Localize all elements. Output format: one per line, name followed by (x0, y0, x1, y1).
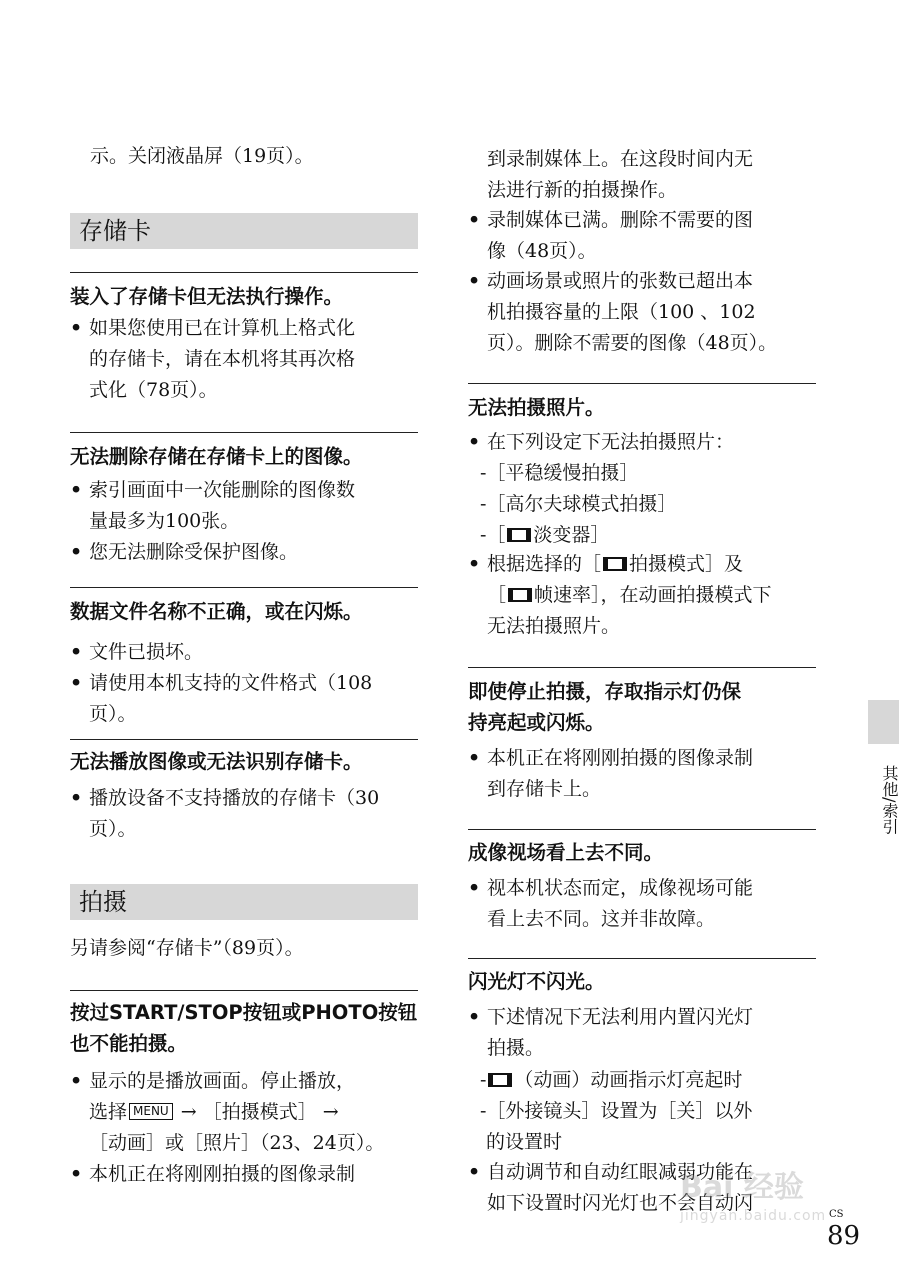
dash-item: -［高尔夫球模式拍摄］ (480, 493, 677, 515)
movie-film-icon (507, 527, 531, 543)
bullet-line: ［动画］或［照片］（23、24页）。 (89, 1132, 385, 1154)
section-title: 存储卡 (79, 217, 151, 245)
text-fragment: 淡变器］ (533, 524, 610, 546)
bullet-dot: • (70, 672, 83, 694)
bullet-dot: • (70, 641, 83, 663)
title-line: 按过START/STOP按钮或PHOTO按钮 (70, 1001, 418, 1024)
text-fragment: ［ (487, 584, 507, 606)
bullet-line: 页）。 (89, 703, 137, 725)
dash-item (480, 520, 609, 551)
bullet-dot: • (70, 1070, 83, 1092)
bullet-line: 量最多为100张。 (89, 510, 240, 532)
bullet-item (468, 743, 753, 805)
bullet-item (70, 1066, 384, 1159)
bullet-dot: • (468, 877, 481, 899)
bullet-line: 页）。删除不需要的图像（48页）。 (487, 332, 778, 354)
bullet-line: 显示的是播放画面。停止播放， (89, 1070, 356, 1092)
text-fragment: 拍摄模式］及 (629, 553, 744, 575)
bullet-line: 视本机状态而定，成像视场可能 (487, 877, 754, 899)
question-title: 成像视场看上去不同。 (468, 841, 664, 864)
dash-item (480, 1065, 742, 1096)
watermark (680, 1170, 826, 1226)
menu-button-icon: MENU (129, 1103, 173, 1120)
watermark-logo-text: Bai 经验 (680, 1170, 804, 1205)
text-fragment: 帧速率］，在动画拍摄模式下 (534, 584, 772, 606)
bullet-dot: • (70, 541, 83, 563)
bullet-line: 拍摄。 (487, 1037, 545, 1059)
bullet-line: 您无法删除受保护图像。 (89, 541, 299, 563)
bullet-line: 式化（78页）。 (89, 379, 218, 401)
movie-mode-icon (488, 1072, 512, 1088)
bullet-line: 法进行新的拍摄操作。 (487, 179, 678, 201)
divider (468, 667, 816, 668)
bullet-item (468, 549, 772, 642)
continued-text (468, 144, 753, 206)
question-title: 无法拍摄照片。 (468, 396, 605, 419)
bullet-item (70, 668, 372, 730)
bullet-item (468, 205, 753, 267)
side-tab-label: 其他/索引 (880, 765, 899, 835)
bullet-dot: • (70, 787, 83, 809)
text-fragment: 选择 (89, 1101, 128, 1123)
section-title: 拍摄 (79, 888, 127, 916)
see-also-text: 另请参阅“存储卡”（89页）。 (70, 937, 304, 959)
bullet-dot: • (468, 553, 481, 575)
bullet-line: 动画场景或照片的张数已超出本 (487, 270, 754, 292)
question-title: 数据文件名称不正确，或在闪烁。 (70, 600, 363, 623)
bullet-line: 页）。 (89, 818, 137, 840)
bullet-line: 本机正在将刚刚拍摄的图像录制 (89, 1163, 356, 1185)
question-title: 闪光灯不闪光。 (468, 970, 605, 993)
question-title: 无法播放图像或无法识别存储卡。 (70, 750, 363, 773)
dash-line: 的设置时 (480, 1131, 563, 1153)
divider (70, 272, 418, 273)
bullet-item (468, 266, 777, 359)
divider (70, 432, 418, 433)
bullet-item (70, 1159, 355, 1190)
text-fragment: - (480, 1069, 487, 1091)
bullet-line: 到录制媒体上。在这段时间内无 (487, 148, 754, 170)
title-line: 持亮起或闪烁。 (468, 711, 605, 734)
bullet-line (468, 549, 772, 580)
bullet-line: 下述情况下无法利用内置闪光灯 (487, 1006, 754, 1028)
divider (70, 739, 418, 740)
question-title (468, 676, 741, 738)
divider (468, 829, 816, 830)
bullet-item (70, 783, 379, 845)
dash-item (480, 1096, 752, 1158)
bullet-dot: • (468, 747, 481, 769)
divider (70, 990, 418, 991)
text-fragment: 根据选择的［ (487, 553, 602, 575)
divider (70, 587, 418, 588)
bullet-line: 看上去不同。这并非故障。 (487, 908, 716, 930)
bullet-line: 像（48页）。 (487, 240, 597, 262)
bullet-dot: • (468, 209, 481, 231)
bullet-line: 索引画面中一次能删除的图像数 (89, 479, 356, 501)
movie-film-icon (508, 587, 532, 603)
intro-text: 示。关闭液晶屏（19页）。 (90, 145, 314, 167)
bullet-item (70, 637, 203, 668)
watermark-url: jingyan.baidu.com (680, 1208, 827, 1224)
bullet-dot: • (468, 431, 481, 453)
bullet-dot: • (468, 1161, 481, 1183)
bullet-line (468, 580, 772, 611)
bullet-line: 录制媒体已满。删除不需要的图 (487, 209, 754, 231)
dash-item: -［平稳缓慢拍摄］ (480, 462, 639, 484)
bullet-item (468, 1002, 753, 1064)
bullet-line: 播放设备不支持播放的存储卡（30 (89, 787, 380, 809)
question-title (70, 997, 417, 1059)
section-header-shooting (70, 884, 418, 920)
bullet-dot: • (70, 479, 83, 501)
text-fragment: -［ (480, 524, 506, 546)
text-fragment: → ［拍摄模式］ → (174, 1101, 339, 1123)
bullet-line: 请使用本机支持的文件格式（108 (89, 672, 373, 694)
dash-line: -［外接镜头］设置为［关］以外 (480, 1100, 753, 1122)
bullet-line: 机拍摄容量的上限（100 、102 (487, 301, 756, 323)
bullet-dot: • (468, 270, 481, 292)
divider (468, 958, 816, 959)
bullet-item (468, 873, 753, 935)
question-title: 无法删除存储在存储卡上的图像。 (70, 445, 363, 468)
bullet-line: 如果您使用已在计算机上格式化 (89, 317, 356, 339)
bullet-line: 文件已损坏。 (89, 641, 204, 663)
bullet-item (70, 475, 355, 537)
bullet-line: 的存储卡，请在本机将其再次格 (89, 348, 356, 370)
bullet-line (70, 1097, 384, 1128)
page-number: 89 (827, 1221, 861, 1251)
side-tab-marker (868, 700, 899, 744)
title-line: 即使停止拍摄，存取指示灯仍保 (468, 680, 742, 703)
bullet-line: 自动调节和自动红眼减弱功能在 (487, 1161, 754, 1183)
bullet-line: 如下设置时闪光灯也不会自动闪 (487, 1192, 754, 1214)
bullet-line: 本机正在将刚刚拍摄的图像录制 (487, 747, 754, 769)
bullet-item (70, 537, 298, 568)
title-line: 也不能拍摄。 (70, 1032, 188, 1055)
bullet-dot: • (70, 317, 83, 339)
movie-film-icon (603, 556, 627, 572)
bullet-line: 无法拍摄照片。 (487, 615, 621, 637)
bullet-item (70, 313, 355, 406)
bullet-line: 到存储卡上。 (487, 778, 602, 800)
bullet-dot: • (468, 1006, 481, 1028)
section-header-memory-card (70, 213, 418, 249)
bullet-line: 在下列设定下无法拍摄照片： (487, 431, 735, 453)
bullet-item (468, 427, 734, 458)
question-title: 装入了存储卡但无法执行操作。 (70, 285, 344, 308)
page-language-code: CS (829, 1209, 844, 1220)
bullet-dot: • (70, 1163, 83, 1185)
text-fragment: （动画）动画指示灯亮起时 (514, 1069, 743, 1091)
divider (468, 383, 816, 384)
